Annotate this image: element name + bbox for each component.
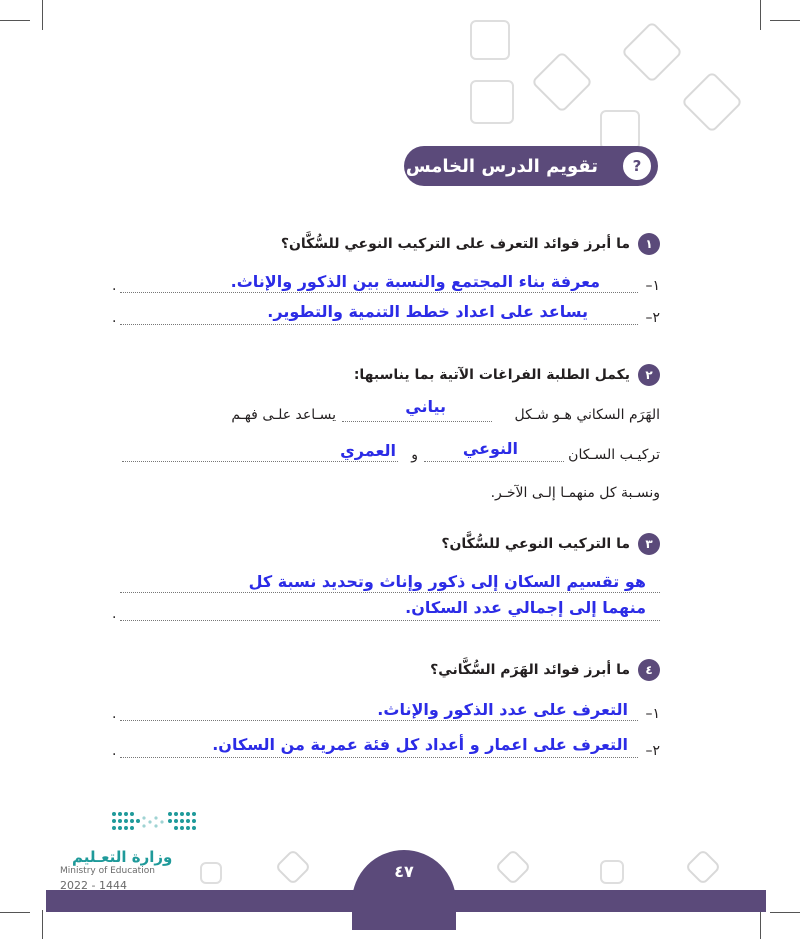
- question-4: [430, 659, 660, 681]
- crop-mark: [760, 0, 761, 30]
- handwritten-answer: التعرف على اعمار و أعداد كل فئة عمرية من السكان.: [212, 735, 628, 754]
- decorative-square: [470, 80, 514, 124]
- decorative-diamond: [275, 849, 312, 886]
- question-number: ٤: [638, 659, 660, 681]
- ministry-name-english: Ministry of Education: [60, 866, 155, 876]
- page-number: ٤٧: [394, 862, 414, 881]
- line-number: ١–: [645, 706, 660, 722]
- decorative-square: [470, 20, 510, 60]
- question-text: ما التركيب النوعي للسُّكَّان؟: [441, 536, 630, 552]
- answer-line: ١– . التعرف على عدد الذكور والإناث.: [112, 700, 660, 722]
- question-1: [281, 233, 660, 255]
- crop-mark: [42, 910, 43, 939]
- crop-mark: [770, 912, 800, 913]
- question-2: [354, 364, 660, 386]
- lesson-review-header: [404, 146, 658, 186]
- crop-mark: [42, 0, 43, 30]
- handwritten-answer: هو تقسيم السكان إلى ذكور وإناث وتحديد نسبة كل: [248, 572, 646, 591]
- crop-mark: [770, 20, 800, 21]
- question-text: يكمل الطلبة الفراغات الآتية بما يناسبها:: [353, 367, 630, 383]
- line-number: ٢–: [645, 743, 660, 759]
- decorative-diamond: [531, 51, 593, 113]
- fill-sentence-line-3: ونسـبة كل منهمـا إلـى الآخـر.: [490, 485, 660, 501]
- handwritten-answer: منهما إلى إجمالي عدد السكان.: [405, 598, 646, 617]
- answer-line: ١– . معرفة بناء المجتمع والنسبة بين الذكور والإناث.: [112, 272, 660, 294]
- line-number: ٢–: [645, 310, 660, 326]
- crop-mark: [760, 910, 761, 939]
- decorative-diamond: [685, 849, 722, 886]
- answer-line: . منهما إلى إجمالي عدد السكان.: [120, 604, 660, 630]
- handwritten-answer: التعرف على عدد الذكور والإناث.: [377, 700, 628, 719]
- answer-line: ٢– . يساعد على اعداد خطط التنمية والتطوير.: [112, 302, 660, 326]
- question-text: ما أبرز فوائد التعرف على التركيب النوعي للسُّكَّان؟: [280, 236, 630, 252]
- ministry-name-arabic: وزارة التعـليم: [72, 848, 173, 866]
- question-number: ١: [638, 233, 660, 255]
- decorative-diamond: [681, 71, 743, 133]
- fill-sentence-line-1: الهَرَم السكاني هـو شـكل بياني يسـاعد علـى فهـم: [231, 397, 660, 423]
- decorative-square: [600, 110, 640, 150]
- ministry-logo-icon: [110, 810, 198, 836]
- answer-line: ٢– . التعرف على اعمار و أعداد كل فئة عمرية من السكان.: [112, 735, 660, 759]
- crop-mark: [0, 912, 30, 913]
- header-title: تقويم الدرس الخامس: [405, 155, 598, 177]
- fill-answer: النوعي: [462, 439, 518, 458]
- handwritten-answer: معرفة بناء المجتمع والنسبة بين الذكور والإناث.: [230, 272, 600, 291]
- decorative-square: [600, 860, 624, 884]
- question-number: ٢: [638, 364, 660, 386]
- crop-mark: [0, 20, 30, 21]
- decorative-diamond: [621, 21, 683, 83]
- fill-sentence-line-2: تركيـب السـكان النوعي و العمري: [120, 447, 660, 471]
- handwritten-answer: يساعد على اعداد خطط التنمية والتطوير.: [267, 302, 588, 321]
- thinking-head-icon: ?: [620, 149, 654, 183]
- edition-year: 2022 - 1444: [60, 879, 127, 892]
- decorative-diamond: [495, 849, 532, 886]
- decorative-square: [200, 862, 222, 884]
- line-number: ١–: [645, 278, 660, 294]
- question-3: [441, 533, 660, 555]
- question-text: ما أبرز فوائد الهَرَم السُّكَّاني؟: [430, 662, 630, 678]
- page-number-tab: [352, 850, 456, 930]
- fill-answer: بياني: [405, 397, 446, 416]
- fill-answer: العمري: [340, 441, 396, 460]
- question-number: ٣: [638, 533, 660, 555]
